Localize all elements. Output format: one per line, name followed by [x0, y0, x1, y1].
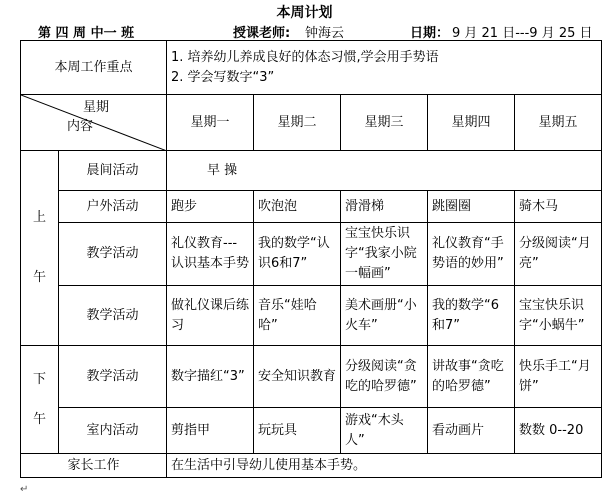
indoor-wed: 游戏“木头人”	[341, 408, 428, 454]
focus-item-1: 1. 培养幼儿养成良好的体态习惯,学会用手势语	[171, 49, 439, 65]
section-morning: 上 午	[21, 151, 59, 346]
indoor-tue: 玩玩具	[254, 408, 341, 454]
teach3-wed: 分级阅读“贪吃的哈罗德”	[341, 346, 428, 408]
outdoor-mon: 跑步	[167, 191, 254, 223]
row-label-teach-2: 教学活动	[59, 286, 167, 346]
schedule-table	[20, 40, 602, 478]
outdoor-wed: 滑滑梯	[341, 191, 428, 223]
outdoor-fri: 骑木马	[515, 191, 602, 223]
date-label: 日期：	[410, 26, 450, 41]
day-header-fri: 星期五	[515, 95, 602, 151]
outdoor-tue: 吹泡泡	[254, 191, 341, 223]
row-label-parents: 家长工作	[21, 454, 167, 478]
day-header-mon: 星期一	[167, 95, 254, 151]
indoor-fri: 数数 0--20	[515, 408, 602, 454]
teacher-label: 授课老师:	[233, 26, 291, 41]
teach1-tue: 我的数学“认识6和7”	[254, 223, 341, 286]
teach1-mon: 礼仪教育---认识基本手势	[167, 223, 254, 286]
class-info: 第 四 周 中一 班	[38, 26, 135, 41]
focus-label: 本周工作重点	[21, 41, 167, 95]
teach1-fri: 分级阅读“月亮”	[515, 223, 602, 286]
teach3-fri: 快乐手工“月饼”	[515, 346, 602, 408]
day-header-tue: 星期二	[254, 95, 341, 151]
focus-content	[167, 41, 602, 95]
row-label-teach-1: 教学活动	[59, 223, 167, 286]
corner-header	[21, 95, 167, 151]
day-header-wed: 星期三	[341, 95, 428, 151]
day-header-thu: 星期四	[428, 95, 515, 151]
teach3-tue: 安全知识教育	[254, 346, 341, 408]
teach2-wed: 美术画册“小火车”	[341, 286, 428, 346]
teach2-mon: 做礼仪课后练习	[167, 286, 254, 346]
section-afternoon: 下 午	[21, 346, 59, 454]
row-label-morning-exercise: 晨间活动	[59, 151, 167, 191]
teacher-name: 钟海云	[305, 26, 345, 41]
indoor-thu: 看动画片	[428, 408, 515, 454]
teach2-fri: 宝宝快乐识字“小蜗牛”	[515, 286, 602, 346]
indoor-mon: 剪指甲	[167, 408, 254, 454]
date-value: 9 月 21 日---9 月 25 日	[452, 26, 593, 41]
corner-top-label: 星期	[83, 100, 110, 115]
parents-content: 在生活中引导幼儿使用基本手势。	[167, 454, 602, 478]
teach2-thu: 我的数学“6和7”	[428, 286, 515, 346]
paragraph-mark: ↵	[20, 484, 29, 495]
row-label-teach-3: 教学活动	[59, 346, 167, 408]
teach3-thu: 讲故事“贪吃的哈罗德”	[428, 346, 515, 408]
corner-bottom-label: 内容	[67, 119, 94, 134]
row-label-indoor: 室内活动	[59, 408, 167, 454]
teach1-thu: 礼仪教育“手势语的妙用”	[428, 223, 515, 286]
morning-exercise-content: 早 操	[167, 151, 602, 191]
teach2-tue: 音乐“娃哈哈”	[254, 286, 341, 346]
teach3-mon: 数字描红“3”	[167, 346, 254, 408]
focus-item-2: 2. 学会写数字“3”	[171, 69, 275, 85]
row-label-outdoor: 户外活动	[59, 191, 167, 223]
page-title: 本周计划	[276, 5, 333, 21]
outdoor-thu: 跳圈圈	[428, 191, 515, 223]
teach1-wed: 宝宝快乐识字“我家小院一幅画”	[341, 223, 428, 286]
